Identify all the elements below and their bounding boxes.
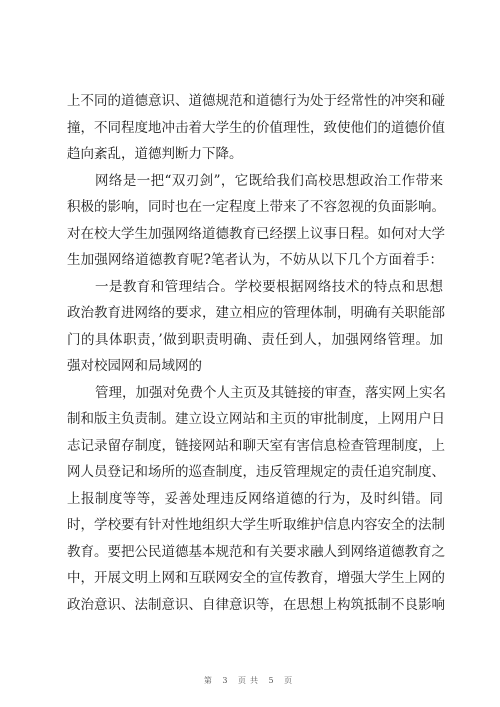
text-line: 强对校园网和局域网的	[67, 358, 202, 374]
paragraph-4	[67, 380, 446, 619]
text-line: 教育。要把公民道德基本规范和有关要求融人到网络道德教育之	[67, 543, 445, 560]
text-line: 网络是一把“双刃剑”，它既给我们高校思想政治工作带来	[95, 172, 443, 189]
paragraph-3	[67, 274, 443, 380]
text-line: 中，开展文明上网和互联网安全的宣传教育，增强大学生上网的	[67, 570, 445, 586]
text-line: 政治意识、法制意识、自律意识等，在思想上构筑抵制不良影响	[67, 596, 445, 613]
text-line: 志记录留存制度，链接网站和聊天室有害信息检查管理制度，上	[67, 437, 445, 454]
text-line: 政治教育进网络的要求，建立相应的管理体制，明确有关职能部	[67, 305, 445, 321]
text-line: 趋向紊乱，道德判断力下降。	[67, 146, 243, 162]
page-number-footer: 第 3 页共 5 页	[203, 676, 297, 685]
paragraph-1	[67, 88, 443, 168]
text-line: 制和版主负责制。建立设立网站和主页的审批制度，上网用户日	[67, 411, 445, 427]
text-line: 积极的影响，同时也在一定程度上带来了不容忽视的负面影响。	[67, 199, 445, 215]
text-line: 撞，不同程度地冲击着大学生的价值理性，致使他们的道德价值	[67, 119, 445, 136]
text-line: 上报制度等等，妥善处理违反网络道德的行为，及时纠错。同	[67, 490, 443, 507]
text-line: 生加强网络道德教育呢?笔者认为，不妨从以下几个方面着手：	[67, 252, 443, 268]
text-line: 管理，加强对免费个人主页及其链接的审查，落实网上实名	[95, 384, 446, 401]
text-line: 网人员登记和场所的巡查制度，违反管理规定的责任追究制度、	[67, 464, 445, 480]
text-line: 一是教育和管理结合。学校要根据网络技术的特点和思想	[95, 278, 443, 295]
text-line: 门的具体职责，’做到职责明确、责任到人，加强网络管理。加	[67, 331, 443, 348]
body-text	[67, 88, 446, 618]
text-line: 对在校大学生加强网络道德教育已经摆上议事日程。如何对大学	[67, 225, 445, 242]
text-line: 时，学校要有针对性地组织大学生听取维护信息内容安全的法制	[67, 517, 445, 533]
text-line: 上不同的道德意识、道德规范和道德行为处于经常性的冲突和碰	[67, 93, 445, 109]
paragraph-2	[67, 168, 443, 274]
